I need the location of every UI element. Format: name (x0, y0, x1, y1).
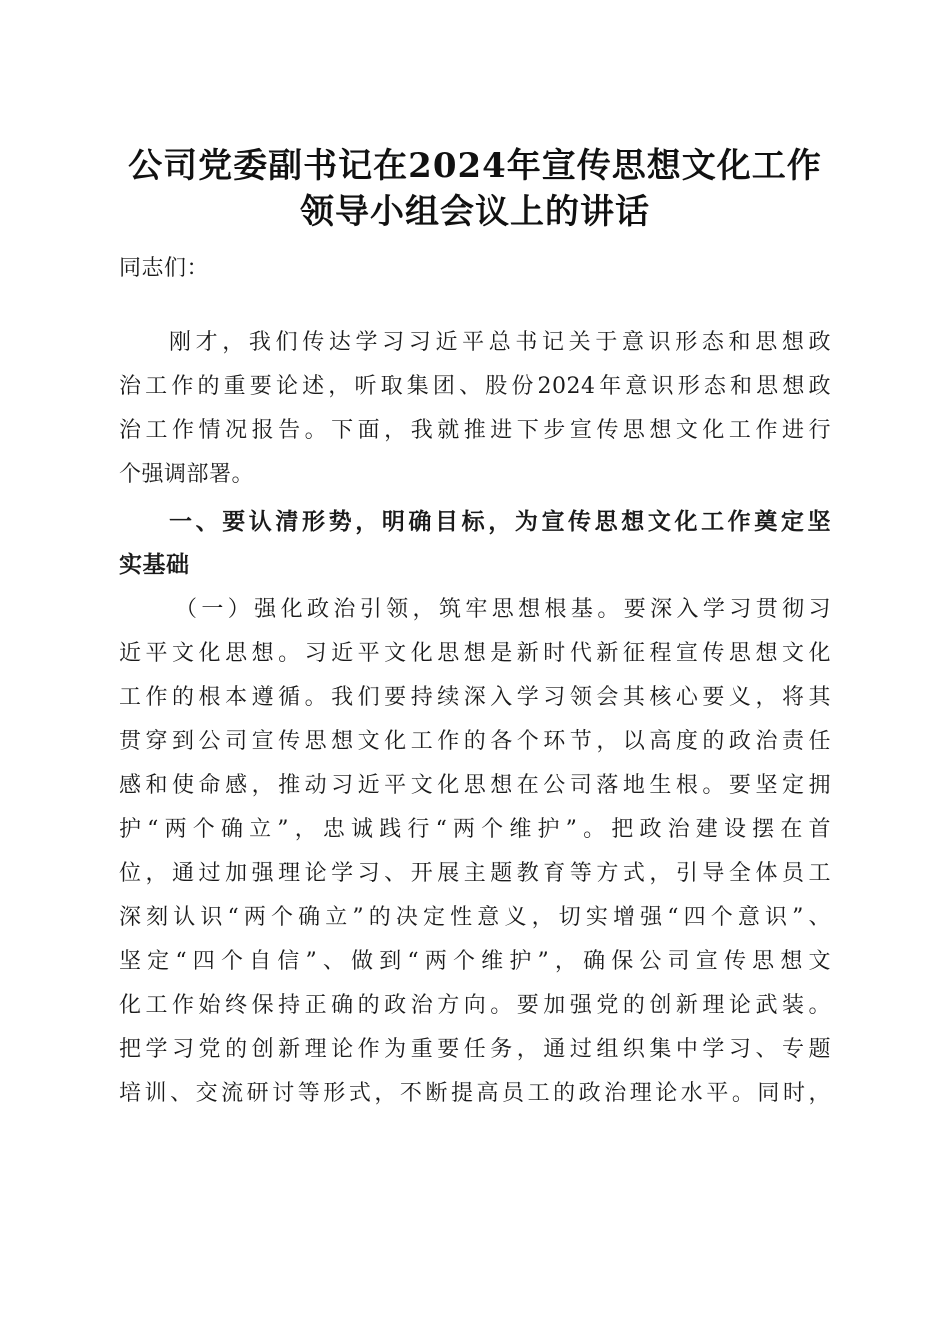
body-line: 刚才，我们传达学习习近平总书记关于意识形态和思想政 (169, 330, 831, 355)
body-line: 治工作的重要论述，听取集团、股份2024年意识形态和思想政 (119, 374, 831, 399)
body-line: 近平文化思想。习近平文化思想是新时代新征程宣传思想文化 (119, 641, 831, 666)
body-line: 贯穿到公司宣传思想文化工作的各个环节，以高度的政治责任 (119, 729, 831, 754)
body-line: 治工作情况报告。下面，我就推进下步宣传思想文化工作进行 (119, 418, 831, 443)
body-line: 工作的根本遵循。我们要持续深入学习领会其核心要义，将其 (119, 685, 831, 710)
body-line: 护“两个确立”，忠诚践行“两个维护”。把政治建设摆在首 (119, 817, 831, 842)
body-line: 个强调部署。 (119, 462, 255, 487)
body-line: 深刻认识“两个确立”的决定性意义，切实增强“四个意识”、 (119, 905, 831, 930)
body-line: （一）强化政治引领，筑牢思想根基。要深入学习贯彻习 (175, 597, 831, 622)
body-line: 把学习党的创新理论作为重要任务，通过组织集中学习、专题 (119, 1037, 831, 1062)
body-line: 培训、交流研讨等形式，不断提高员工的政治理论水平。同时， (119, 1081, 831, 1106)
document-title-line-1: 公司党委副书记在2024年宣传思想文化工作 (128, 146, 822, 186)
body-line: 感和使命感，推动习近平文化思想在公司落地生根。要坚定拥 (119, 773, 831, 798)
document-title-line-2: 领导小组会议上的讲话 (300, 192, 650, 232)
salutation: 同志们： (119, 256, 210, 281)
body-line: 坚定“四个自信”、做到“两个维护”，确保公司宣传思想文 (119, 949, 831, 974)
section-heading: 实基础 (119, 552, 190, 578)
body-line: 位，通过加强理论学习、开展主题教育等方式，引导全体员工 (119, 861, 831, 886)
section-heading: 一、要认清形势，明确目标，为宣传思想文化工作奠定坚 (169, 509, 831, 535)
body-line: 化工作始终保持正确的政治方向。要加强党的创新理论武装。 (119, 993, 831, 1018)
